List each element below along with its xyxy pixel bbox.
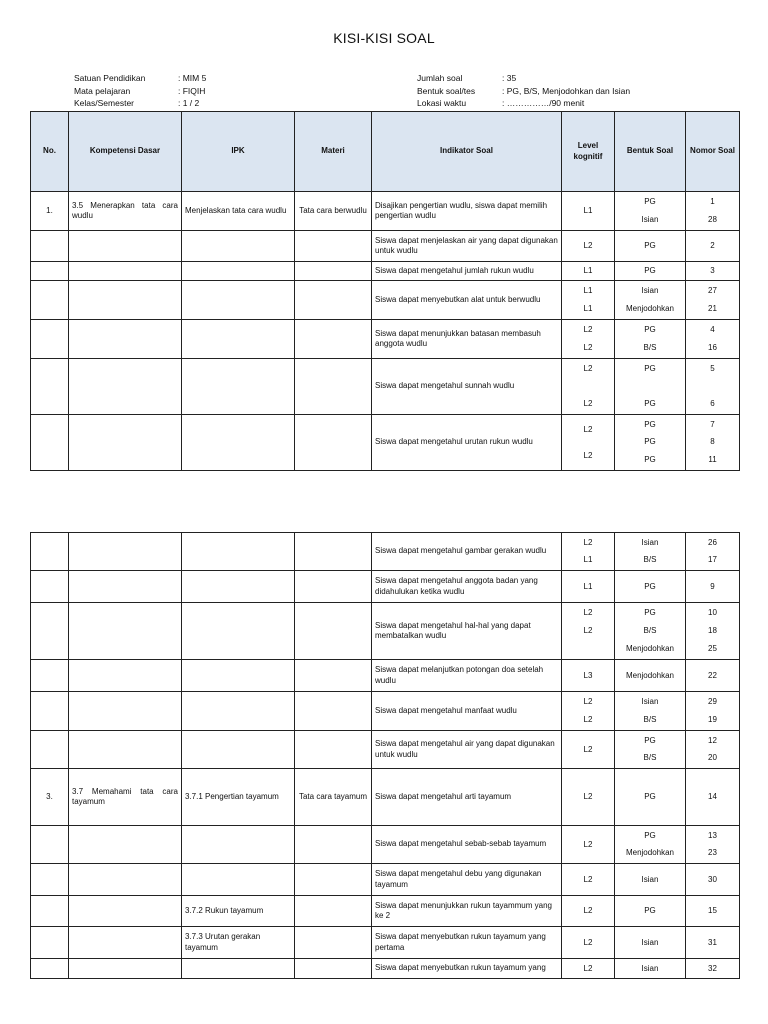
cell-materi: Tata cara berwudlu: [295, 192, 372, 231]
level-value: L2: [583, 792, 593, 801]
cell-nomor: [686, 731, 740, 769]
header-nomor: Nomor Soal: [686, 112, 740, 192]
cell-kompetensi-dasar: [69, 262, 182, 281]
level-value: L2: [583, 241, 593, 250]
level-value: L2: [583, 963, 593, 973]
cell-kompetensi-dasar: [69, 896, 182, 927]
nomor-value: 25: [708, 643, 717, 653]
nomor-value: 20: [708, 753, 717, 762]
meta-value: : PG, B/S, Menjodohkan dan Isian: [502, 85, 631, 96]
level-value: L2: [583, 697, 593, 707]
cell-bentuk: [615, 769, 686, 826]
cell-ipk: [182, 320, 295, 359]
cell-materi: [295, 959, 372, 979]
bentuk-value: Isian: [641, 214, 659, 224]
nomor-value: 27: [708, 286, 717, 296]
level-value: L2: [583, 325, 593, 335]
cell-level: [562, 281, 615, 320]
cell-nomor: [686, 320, 740, 359]
bentuk-value: PG: [644, 831, 656, 840]
meta-label: Bentuk soal/tes: [417, 85, 476, 96]
cell-nomor: [686, 192, 740, 231]
table-row: [31, 192, 740, 231]
cell-indikator: Siswa dapat mengetahul gambar gerakan wudlu: [372, 533, 562, 571]
level-value: [587, 381, 589, 391]
bentuk-value: Menjodohkan: [625, 643, 675, 653]
cell-kompetensi-dasar: [69, 731, 182, 769]
bentuk-value: B/S: [643, 753, 657, 762]
level-value: L1: [583, 206, 593, 215]
cell-level: [562, 192, 615, 231]
cell-ipk: [182, 533, 295, 571]
cell-level: [562, 826, 615, 864]
level-value: L1: [583, 581, 593, 591]
table-row: [31, 603, 740, 660]
cell-ipk: [182, 692, 295, 731]
table-row: [31, 826, 740, 864]
level-value: L2: [583, 874, 593, 884]
cell-ipk: 3.7.1 Pengertian tayamum: [182, 769, 295, 826]
cell-ipk: [182, 359, 295, 415]
bentuk-value: Isian: [641, 874, 659, 884]
header-materi: Materi: [295, 112, 372, 192]
cell-nomor: [686, 262, 740, 281]
cell-no: [31, 864, 69, 896]
cell-ipk: [182, 262, 295, 281]
cell-kompetensi-dasar: [69, 533, 182, 571]
cell-bentuk: [615, 603, 686, 660]
cell-materi: [295, 262, 372, 281]
bentuk-value: PG: [644, 906, 656, 915]
level-value: L2: [583, 937, 593, 947]
cell-no: [31, 896, 69, 927]
cell-materi: [295, 359, 372, 415]
level-value: L2: [583, 625, 593, 635]
level-value: L1: [583, 286, 593, 296]
bentuk-value: Isian: [641, 538, 659, 547]
cell-ipk: Menjelaskan tata cara wudlu: [182, 192, 295, 231]
header-indikator: Indikator Soal: [372, 112, 562, 192]
cell-materi: [295, 826, 372, 864]
cell-bentuk: [615, 896, 686, 927]
cell-materi: Tata cara tayamum: [295, 769, 372, 826]
cell-no: [31, 660, 69, 692]
cell-indikator: Siswa dapat mengetahul manfaat wudlu: [372, 692, 562, 731]
bentuk-value: Isian: [641, 286, 659, 296]
cell-kompetensi-dasar: [69, 320, 182, 359]
meta-row: [417, 97, 630, 110]
cell-kompetensi-dasar: [69, 603, 182, 660]
cell-level: [562, 864, 615, 896]
table-row: [31, 864, 740, 896]
cell-level: [562, 231, 615, 262]
cell-nomor: [686, 281, 740, 320]
cell-no: [31, 359, 69, 415]
bentuk-value: PG: [644, 420, 656, 430]
table-row: [31, 571, 740, 603]
cell-indikator: Siswa dapat menyebutkan alat untuk berwudlu: [372, 281, 562, 320]
meta-label: Mata pelajaran: [74, 85, 131, 96]
cell-ipk: 3.7.2 Rukun tayamum: [182, 896, 295, 927]
cell-bentuk: [615, 927, 686, 959]
cell-level: [562, 415, 615, 471]
cell-indikator: Disajikan pengertian wudlu, siswa dapat memilih pengertian wudlu: [372, 192, 562, 231]
cell-no: 1.: [31, 192, 69, 231]
nomor-value: 26: [708, 538, 717, 547]
level-value: L2: [583, 906, 593, 915]
meta-left: [74, 72, 206, 110]
nomor-value: 4: [710, 325, 715, 335]
cell-indikator: Siswa dapat mengetahul sebab-sebab tayamum: [372, 826, 562, 864]
level-value: L2: [583, 839, 593, 849]
level-value: L2: [583, 714, 593, 724]
cell-no: [31, 262, 69, 281]
cell-materi: [295, 415, 372, 471]
bentuk-value: PG: [644, 398, 656, 408]
nomor-value: 23: [708, 848, 717, 857]
cell-level: [562, 603, 615, 660]
nomor-value: 2: [710, 241, 715, 250]
level-value: L1: [583, 266, 593, 275]
cell-materi: [295, 533, 372, 571]
cell-nomor: [686, 231, 740, 262]
bentuk-value: Isian: [641, 937, 659, 947]
cell-no: [31, 231, 69, 262]
bentuk-value: PG: [644, 736, 656, 745]
cell-ipk: [182, 826, 295, 864]
cell-kompetensi-dasar: 3.5 Menerapkan tata cara wudlu: [69, 192, 182, 231]
level-value: L1: [583, 555, 593, 564]
cell-level: [562, 262, 615, 281]
cell-no: [31, 826, 69, 864]
cell-no: 3.: [31, 769, 69, 826]
cell-materi: [295, 320, 372, 359]
level-value: L2: [583, 424, 593, 434]
nomor-value: 12: [708, 736, 717, 745]
cell-kompetensi-dasar: [69, 231, 182, 262]
bentuk-value: Isian: [641, 697, 659, 707]
header-kompetensi-dasar: Kompetensi Dasar: [69, 112, 182, 192]
header-no: No.: [31, 112, 69, 192]
cell-indikator: Siswa dapat menunjukkan rukun tayammum yang ke 2: [372, 896, 562, 927]
cell-ipk: [182, 281, 295, 320]
table-row: [31, 927, 740, 959]
cell-nomor: [686, 896, 740, 927]
cell-materi: [295, 731, 372, 769]
meta-row: [74, 85, 206, 98]
nomor-value: 30: [708, 874, 717, 884]
cell-nomor: [686, 359, 740, 415]
table-row: [31, 359, 740, 415]
cell-nomor: [686, 533, 740, 571]
nomor-value: 18: [708, 625, 717, 635]
cell-ipk: [182, 731, 295, 769]
cell-no: [31, 415, 69, 471]
cell-materi: [295, 281, 372, 320]
cell-bentuk: [615, 231, 686, 262]
bentuk-value: [649, 381, 651, 391]
cell-indikator: Siswa dapat menyebutkan rukun tayamum yang: [372, 959, 562, 979]
cell-bentuk: [615, 864, 686, 896]
cell-kompetensi-dasar: [69, 959, 182, 979]
cell-nomor: [686, 826, 740, 864]
cell-level: [562, 359, 615, 415]
nomor-value: 6: [710, 398, 715, 408]
meta-label: Jumlah soal: [417, 73, 463, 83]
table-row: [31, 533, 740, 571]
meta-value: : 35: [502, 73, 517, 83]
cell-no: [31, 571, 69, 603]
level-value: L1: [583, 303, 593, 313]
cell-indikator: Siswa dapat mengetahul arti tayamum: [372, 769, 562, 826]
level-value: L2: [583, 364, 593, 374]
table-row: [31, 769, 740, 826]
cell-bentuk: [615, 692, 686, 731]
cell-level: [562, 896, 615, 927]
header-level: Level kognitif: [562, 112, 615, 192]
nomor-value: 10: [708, 608, 717, 618]
cell-kompetensi-dasar: [69, 660, 182, 692]
table-row: [31, 731, 740, 769]
nomor-value: 32: [708, 963, 717, 973]
level-value: L2: [583, 450, 593, 460]
cell-nomor: [686, 864, 740, 896]
cell-no: [31, 603, 69, 660]
cell-bentuk: [615, 281, 686, 320]
nomor-value: 9: [710, 581, 715, 591]
level-value: L2: [583, 398, 593, 408]
cell-indikator: Siswa dapat menyebutkan rukun tayamum yang pertama: [372, 927, 562, 959]
kisi-table-1: [30, 111, 740, 471]
cell-level: [562, 660, 615, 692]
cell-kompetensi-dasar: [69, 359, 182, 415]
cell-kompetensi-dasar: 3.7 Memahami tata cara tayamum: [69, 769, 182, 826]
meta-value: : 1 / 2: [178, 98, 200, 108]
cell-nomor: [686, 571, 740, 603]
bentuk-value: B/S: [643, 342, 657, 352]
cell-ipk: [182, 231, 295, 262]
cell-materi: [295, 864, 372, 896]
cell-bentuk: [615, 533, 686, 571]
cell-ipk: [182, 959, 295, 979]
cell-indikator: Siswa dapat mengetahul sunnah wudlu: [372, 359, 562, 415]
cell-ipk: [182, 660, 295, 692]
document-title: KISI-KISI SOAL: [333, 30, 435, 46]
meta-row: [417, 85, 630, 98]
meta-right: [417, 72, 630, 110]
cell-bentuk: [615, 359, 686, 415]
cell-level: [562, 731, 615, 769]
cell-indikator: Siswa dapat mengetahul debu yang digunakan tayamum: [372, 864, 562, 896]
cell-level: [562, 927, 615, 959]
level-value: [587, 644, 589, 654]
cell-bentuk: [615, 959, 686, 979]
cell-level: [562, 533, 615, 571]
cell-ipk: 3.7.3 Urutan gerakan tayamum: [182, 927, 295, 959]
cell-nomor: [686, 692, 740, 731]
cell-indikator: Siswa dapat menjelaskan air yang dapat digunakan untuk wudlu: [372, 231, 562, 262]
kisi-table-2: [30, 532, 740, 979]
cell-nomor: [686, 927, 740, 959]
cell-ipk: [182, 571, 295, 603]
cell-kompetensi-dasar: [69, 415, 182, 471]
cell-nomor: [686, 769, 740, 826]
bentuk-value: B/S: [643, 625, 657, 635]
bentuk-value: PG: [644, 454, 656, 464]
cell-indikator: Siswa dapat menunjukkan batasan membasuh anggota wudlu: [372, 320, 562, 359]
cell-indikator: Siswa dapat mengetahul anggota badan yang didahulukan ketika wudlu: [372, 571, 562, 603]
cell-bentuk: [615, 192, 686, 231]
cell-nomor: [686, 415, 740, 471]
nomor-value: 11: [708, 454, 717, 464]
bentuk-value: PG: [644, 581, 656, 591]
cell-materi: [295, 692, 372, 731]
meta-row: [74, 72, 206, 85]
nomor-value: 14: [708, 792, 717, 801]
cell-nomor: [686, 660, 740, 692]
bentuk-value: B/S: [643, 714, 657, 724]
cell-bentuk: [615, 262, 686, 281]
nomor-value: 16: [708, 342, 717, 352]
nomor-value: 28: [708, 214, 717, 224]
bentuk-value: PG: [644, 197, 656, 207]
table-row: [31, 959, 740, 979]
nomor-value: 1: [710, 197, 715, 207]
cell-no: [31, 692, 69, 731]
table-row: [31, 415, 740, 471]
nomor-value: 15: [708, 906, 717, 915]
table-row: [31, 896, 740, 927]
level-value: L3: [583, 670, 593, 680]
cell-bentuk: [615, 660, 686, 692]
cell-kompetensi-dasar: [69, 571, 182, 603]
bentuk-value: PG: [644, 364, 656, 374]
meta-value: : FIQIH: [178, 85, 206, 96]
cell-no: [31, 959, 69, 979]
meta-label: Satuan Pendidikan: [74, 73, 146, 83]
level-value: L2: [583, 538, 593, 547]
nomor-value: 5: [710, 364, 715, 374]
cell-indikator: Siswa dapat mengetahul urutan rukun wudlu: [372, 415, 562, 471]
level-value: L2: [583, 744, 593, 754]
nomor-value: 17: [708, 555, 717, 564]
table-row: [31, 660, 740, 692]
table-header-row: [31, 112, 740, 192]
cell-kompetensi-dasar: [69, 281, 182, 320]
meta-value: : ……………/90 menit: [502, 98, 585, 108]
bentuk-value: PG: [644, 325, 656, 335]
cell-materi: [295, 896, 372, 927]
cell-bentuk: [615, 826, 686, 864]
nomor-value: 29: [708, 697, 717, 707]
level-value: L2: [583, 342, 593, 352]
cell-no: [31, 533, 69, 571]
bentuk-value: B/S: [643, 555, 657, 564]
cell-indikator: Siswa dapat mengetahul air yang dapat digunakan untuk wudlu: [372, 731, 562, 769]
cell-nomor: [686, 959, 740, 979]
header-bentuk: Bentuk Soal: [615, 112, 686, 192]
cell-kompetensi-dasar: [69, 927, 182, 959]
nomor-value: 21: [708, 303, 717, 313]
cell-indikator: Siswa dapat mengetahul jumlah rukun wudlu: [372, 262, 562, 281]
cell-level: [562, 320, 615, 359]
cell-no: [31, 731, 69, 769]
cell-indikator: Siswa dapat mengetahul hal-hal yang dapat membatalkan wudlu: [372, 603, 562, 660]
cell-kompetensi-dasar: [69, 692, 182, 731]
cell-materi: [295, 571, 372, 603]
bentuk-value: Isian: [641, 963, 659, 973]
nomor-value: 8: [710, 437, 715, 447]
nomor-value: 31: [708, 937, 717, 947]
cell-no: [31, 927, 69, 959]
meta-row: [74, 97, 206, 110]
nomor-value: 22: [708, 670, 717, 680]
header-ipk: IPK: [182, 112, 295, 192]
bentuk-value: PG: [644, 792, 656, 801]
nomor-value: 13: [708, 831, 717, 840]
cell-bentuk: [615, 731, 686, 769]
cell-kompetensi-dasar: [69, 826, 182, 864]
cell-ipk: [182, 864, 295, 896]
bentuk-value: Menjodohkan: [625, 848, 675, 857]
meta-row: [417, 72, 630, 85]
nomor-value: [711, 381, 713, 391]
cell-indikator: Siswa dapat melanjutkan potongan doa setelah wudlu: [372, 660, 562, 692]
cell-level: [562, 959, 615, 979]
bentuk-value: Menjodohkan: [625, 303, 675, 313]
bentuk-value: Menjodohkan: [625, 670, 675, 680]
cell-materi: [295, 603, 372, 660]
meta-value: : MIM 5: [178, 73, 207, 83]
cell-bentuk: [615, 571, 686, 603]
nomor-value: 19: [708, 714, 717, 724]
table-row: [31, 692, 740, 731]
cell-level: [562, 692, 615, 731]
cell-ipk: [182, 603, 295, 660]
cell-materi: [295, 231, 372, 262]
cell-no: [31, 281, 69, 320]
table-row: [31, 231, 740, 262]
cell-ipk: [182, 415, 295, 471]
meta-label: Lokasi waktu: [417, 98, 467, 108]
cell-bentuk: [615, 320, 686, 359]
level-value: L2: [583, 608, 593, 618]
cell-no: [31, 320, 69, 359]
cell-level: [562, 769, 615, 826]
cell-level: [562, 571, 615, 603]
meta-label: Kelas/Semester: [74, 98, 134, 108]
cell-nomor: [686, 603, 740, 660]
bentuk-value: PG: [644, 608, 656, 618]
cell-materi: [295, 927, 372, 959]
cell-bentuk: [615, 415, 686, 471]
bentuk-value: PG: [644, 266, 656, 275]
cell-materi: [295, 660, 372, 692]
bentuk-value: PG: [644, 437, 656, 447]
bentuk-value: PG: [644, 241, 656, 250]
nomor-value: 7: [710, 420, 715, 430]
nomor-value: 3: [710, 266, 715, 275]
table-row: [31, 262, 740, 281]
table-row: [31, 320, 740, 359]
cell-kompetensi-dasar: [69, 864, 182, 896]
table-row: [31, 281, 740, 320]
